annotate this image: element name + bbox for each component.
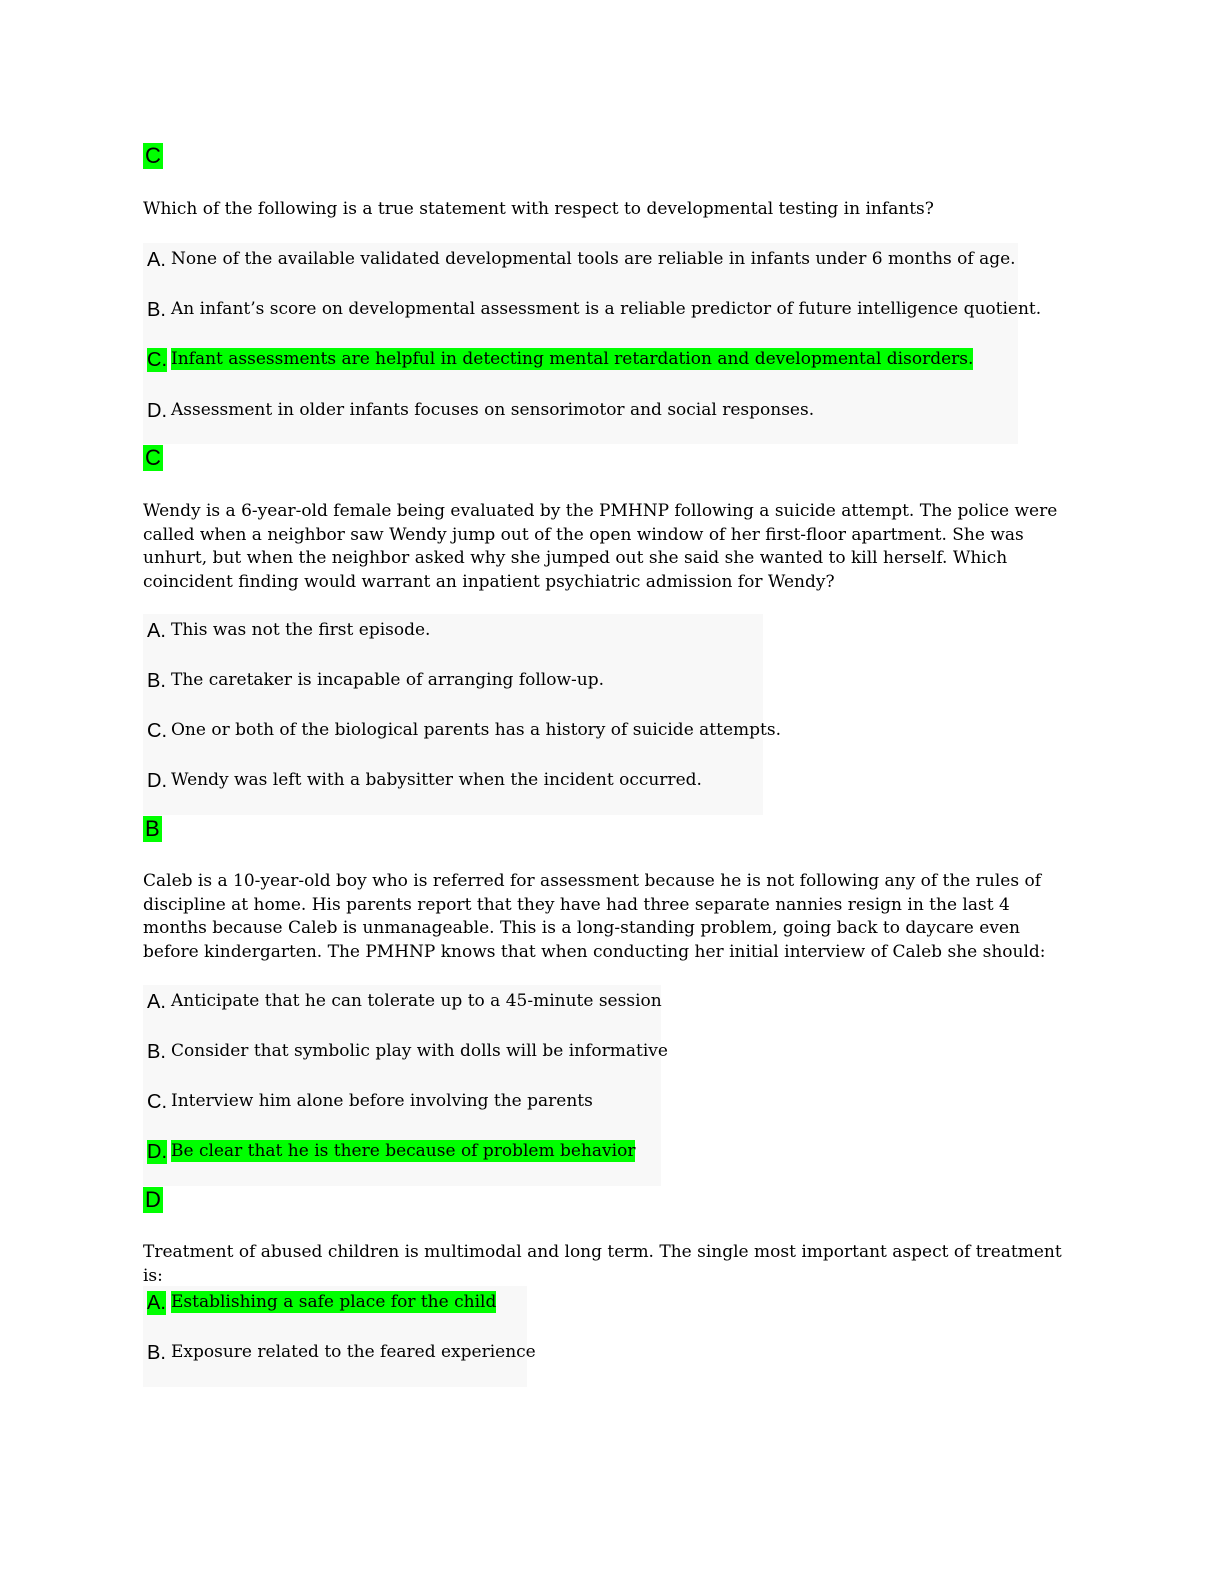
question-4-text: Treatment of abused children is multimodal and long term. The single most important aspect of treatment is: bbox=[143, 1242, 1062, 1286]
option-text: Consider that symbolic play with dolls will be informative bbox=[171, 1041, 668, 1061]
option-letter: D. bbox=[147, 1141, 167, 1163]
option-text-highlighted: Infant assessments are helpful in detecting mental retardation and developmental disorders. bbox=[171, 349, 974, 369]
option-letter: B. bbox=[147, 299, 166, 321]
option-letter: B. bbox=[147, 670, 166, 692]
option-letter: C. bbox=[147, 720, 167, 742]
option-letter: D. bbox=[147, 770, 167, 792]
question-1-options bbox=[143, 243, 1042, 444]
option-text: None of the available validated developmental tools are reliable in infants under 6 months of age. bbox=[171, 249, 1016, 269]
option-letter: A. bbox=[147, 620, 166, 642]
option-text-highlighted: Be clear that he is there because of problem behavior bbox=[171, 1141, 636, 1161]
answer-key-1: C bbox=[145, 445, 161, 470]
option-text-highlighted: Establishing a safe place for the child bbox=[171, 1292, 497, 1312]
question-2-text: Wendy is a 6-year-old female being evaluated by the PMHNP following a suicide attempt. The police were called when a neighbor saw Wendy jump out of the open window of her first-floor apartment. She was unhurt, but when the neighbor asked why she jumped out she said she wanted to kill herself. Which coincident finding would warrant an inpatient psychiatric admission for Wendy? bbox=[143, 501, 1058, 592]
option-text: Assessment in older infants focuses on sensorimotor and social responses. bbox=[171, 400, 815, 420]
option-text: Anticipate that he can tolerate up to a 45-minute session bbox=[171, 991, 662, 1011]
question-3-options bbox=[143, 985, 668, 1186]
option-letter: C. bbox=[147, 1091, 167, 1113]
option-letter: A. bbox=[147, 249, 166, 271]
answer-key-2: B bbox=[145, 816, 160, 841]
option-text: This was not the first episode. bbox=[171, 620, 431, 640]
option-letter: D. bbox=[147, 400, 167, 422]
question-3-text: Caleb is a 10-year-old boy who is referred for assessment because he is not following any of the rules of discipline at home. His parents report that they have had three separate nannies resign in the last 4 months because Caleb is unmanageable. This is a long-standing problem, going back to daycare even before kindergarten. The PMHNP knows that when conducting her initial interview of Caleb she should: bbox=[143, 871, 1046, 962]
question-4-options bbox=[143, 1286, 536, 1387]
option-letter: B. bbox=[147, 1041, 166, 1063]
option-text: The caretaker is incapable of arranging follow-up. bbox=[171, 670, 604, 690]
option-text: An infant’s score on developmental assessment is a reliable predictor of future intelligence quotient. bbox=[171, 299, 1042, 319]
option-text: Exposure related to the feared experience bbox=[171, 1342, 536, 1362]
option-text: Interview him alone before involving the parents bbox=[171, 1091, 593, 1111]
answer-key-3: D bbox=[145, 1187, 161, 1212]
question-1-text: Which of the following is a true statement with respect to developmental testing in infants? bbox=[143, 199, 934, 219]
question-2-options bbox=[143, 614, 781, 815]
option-text: Wendy was left with a babysitter when the incident occurred. bbox=[171, 770, 702, 790]
option-letter: A. bbox=[147, 1292, 166, 1314]
option-letter: B. bbox=[147, 1342, 166, 1364]
option-text: One or both of the biological parents has a history of suicide attempts. bbox=[171, 720, 781, 740]
option-letter: A. bbox=[147, 991, 166, 1013]
answer-key-previous: C bbox=[145, 143, 161, 168]
option-letter: C. bbox=[147, 349, 167, 371]
